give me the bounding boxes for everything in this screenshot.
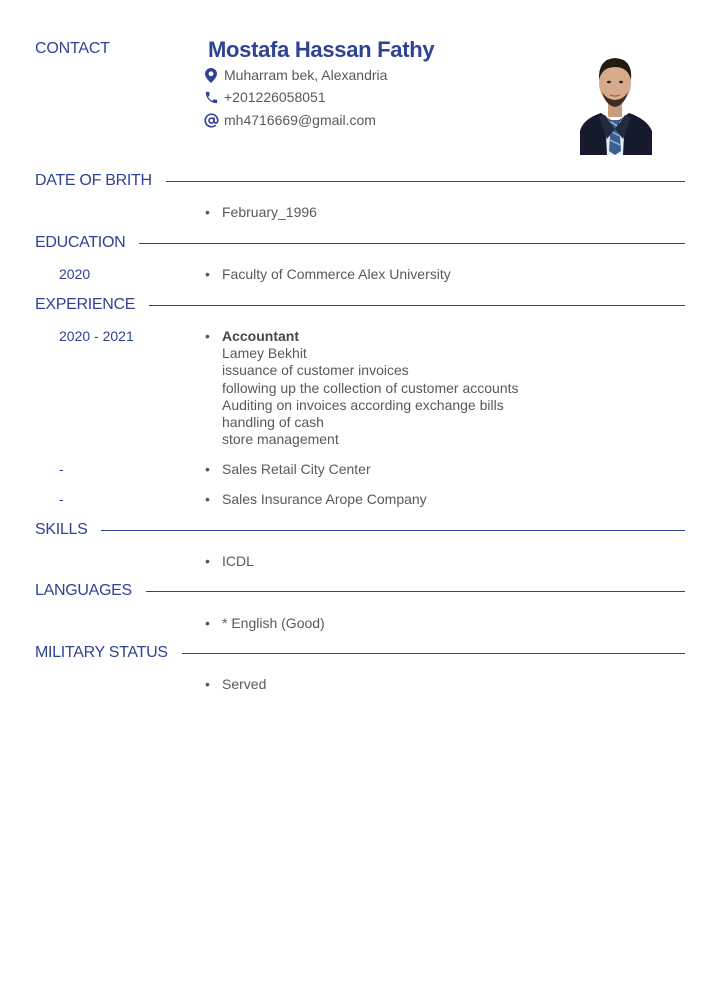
section-divider [146,591,685,592]
address-line [203,65,387,85]
bullet: • [205,266,210,282]
section-experience [35,295,685,315]
job-detail: handling of cash [222,414,324,431]
section-military-status [35,643,685,663]
entry-text: * English (Good) [222,615,325,631]
email-text: mh4716669@gmail.com [224,112,376,128]
section-title: EDUCATION [35,234,126,251]
entry-text: February_1996 [222,204,317,220]
email-line [203,110,376,130]
section-divider [149,305,685,306]
job-detail: Lamey Bekhit [222,345,307,362]
bullet: • [205,553,210,569]
job-detail: store management [222,431,339,448]
job-detail: Auditing on invoices according exchange bills [222,396,504,413]
bullet: • [205,328,210,344]
entry-text: Faculty of Commerce Alex University [222,266,451,282]
section-skills [35,520,685,540]
entry-date: 2020 - 2021 [59,328,134,344]
at-sign-icon [203,112,219,128]
bullet: • [205,676,210,692]
section-title: SKILLS [35,521,88,538]
job-detail: following up the collection of customer accounts [222,379,519,396]
section-divider [166,181,685,182]
section-divider [139,243,685,244]
job-detail: issuance of customer invoices [222,362,409,379]
section-title: MILITARY STATUS [35,644,168,661]
bullet: • [205,204,210,220]
job-title: Accountant [222,328,299,344]
phone-line [203,87,326,107]
entry-text: Sales Insurance Arope Company [222,491,427,507]
bullet: • [205,615,210,631]
phone-text: +201226058051 [224,89,326,105]
entry-text: Sales Retail City Center [222,461,371,477]
address-text: Muharram bek, Alexandria [224,67,388,83]
phone-icon [203,89,219,105]
contact-heading: CONTACT [35,40,110,57]
entry-date: - [59,461,64,477]
section-title: LANGUAGES [35,582,132,599]
profile-photo [565,47,665,155]
section-languages [35,581,685,601]
bullet: • [205,491,210,507]
section-title: DATE OF BRITH [35,172,152,189]
section-title: EXPERIENCE [35,296,136,313]
bullet: • [205,461,210,477]
section-divider [101,530,685,531]
entry-date: 2020 [59,266,91,282]
section-divider [182,653,685,654]
entry-text [222,328,519,448]
entry-date: - [59,491,64,507]
person-name: Mostafa Hassan Fathy [208,37,435,62]
location-pin-icon [203,67,219,83]
entry-text: Served [222,676,267,692]
entry-text: ICDL [222,553,254,569]
section-education [35,233,685,253]
section-date-of-birth [35,171,685,191]
